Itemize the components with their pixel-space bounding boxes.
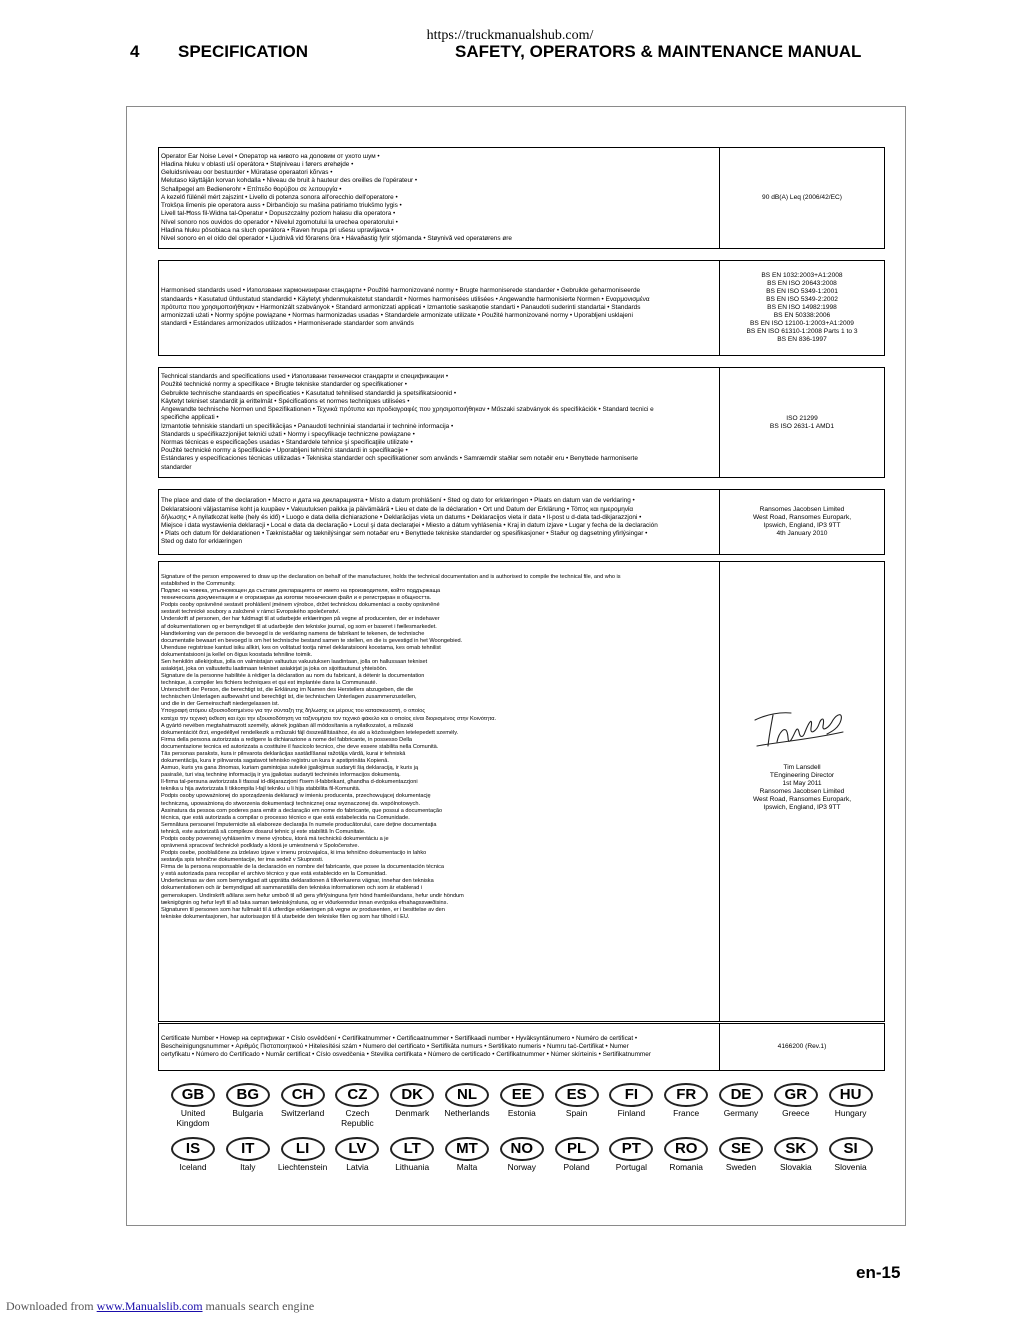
- text-line: techniczną, upoważnioną do stworzenia dokumentacji technicznej oraz wyznaczonej ds. wspólnotowych.: [161, 800, 421, 807]
- harmonised-standards-labels: [159, 261, 720, 356]
- text-line: documentatie bewaart en bevoegd is om het technische bestand samen te stellen, en die is gevestigd in het Woongebied.: [161, 637, 463, 644]
- country-name: Sweden: [725, 1162, 757, 1172]
- text-line: Technical standards and specifications used • Използвани технически стандарти и спецификации •: [161, 373, 449, 381]
- country-no: [497, 1137, 547, 1172]
- text-line: The place and date of the declaration • Място и дата на декларацията • Místo a datum prohlášení • Sted og dato for erklæringen • Plaats en datum van de verklaring •: [161, 497, 635, 505]
- text-line: Υπογραφή ατόμου εξουσιοδοτημένου για την σύνταξη της δήλωσης εκ μέρους του κατασκευαστή, ο οποίος: [161, 708, 426, 715]
- country-code-badge: GR: [774, 1083, 818, 1107]
- country-name: Slovenia: [834, 1162, 867, 1172]
- country-bg: [223, 1083, 273, 1118]
- country-si: [826, 1137, 876, 1172]
- text-line: tæknigögnin og hefur leyfi til að taka saman tækniskýrsluna, og er viðurkenndur innan evrópska efnahagssvæðisins.: [161, 899, 448, 906]
- harmonised-standards-values: [720, 261, 885, 356]
- signature-table: [158, 561, 885, 1022]
- text-line: Livell tal-Ħoss fil-Widna tal-Operatur • Dopuszczalny poziom hałasu dla operatora •: [161, 210, 396, 218]
- text-line: und die in der Gemeinschaft niedergelassen ist.: [161, 701, 280, 708]
- technical-standards-values: [720, 368, 885, 478]
- text-line: BS EN ISO 12100-1:2003+A1:2009: [750, 320, 854, 327]
- text-line: Ipswich, England, IP3 9TT: [763, 804, 841, 811]
- country-code-badge: CZ: [335, 1083, 379, 1107]
- text-line: Sted og dato for erklæringen: [161, 538, 242, 546]
- text-line: sestavit technické soubory a založené v rámci Evropského společenství.: [161, 609, 341, 616]
- text-line: Estándares y especificaciones técnicas utilizadas • Tekniska standarder och specifikationer som används • Samræmdir staðlar sem notaðir eru • Benyttede harmoniserte: [161, 455, 638, 463]
- signature-labels: [159, 562, 720, 1022]
- text-line: tekniske dokumentasjonen, har autorisasjon til å utarbeide den tekniske filen og som har tilhold i EU.: [161, 913, 410, 920]
- country-code-badge: FR: [664, 1083, 708, 1107]
- text-line: Trokšņa līmenis pie operatora auss • Dirbančiojo su mašina patiriamo triukšmo lygis •: [161, 202, 402, 210]
- certificate-number: 4166200 (Rev.1): [720, 1024, 885, 1071]
- text-line: Подпис на човека, упълномощен да състави декларацията от името на производителя, който поддържаща: [161, 588, 441, 595]
- text-line: Hladina hluku v oblasti uší operátora • Støjniveau i førers ørehøjde •: [161, 161, 354, 169]
- country-name: Greece: [782, 1108, 810, 1118]
- country-it: [223, 1137, 273, 1172]
- text-line: standaards • Kasutatud ühtlustatud standardid • Käytetyt yhdenmukaistetut standardit • Normes harmonisées utilisées • Angewandte harmonisierte Normen • Εναρμονισμένα: [161, 295, 650, 303]
- text-line: техническата документация и е оторизиран да изготви техническия файл и е регистриран в общността.: [161, 595, 432, 602]
- text-line: Sen henkilön allekirjoitus, jolla on valmistajan valtuutus vakuutuksen laadintaan, jolla on hallussaan tekniset: [161, 658, 428, 665]
- text-line: Harmonised standards used • Използвани хармонизирани стандарти • Použité harmonizované normy • Brugte harmoniserede standarder • Gebruikte geharmoniseerde: [161, 287, 641, 295]
- signatory-details: [722, 764, 882, 812]
- country-name: Norway: [507, 1162, 536, 1172]
- text-line: West Road, Ransomes Europark,: [752, 514, 852, 521]
- text-line: Unterschrift der Person, die berechtigt ist, die Erklärung im Namen des Herstellers abzugeben, die die: [161, 687, 414, 694]
- text-line: Izmantotie tehniskie standarti un specifikācijas • Panaudoti techniniai standartai ir techninė informacija •: [161, 422, 454, 430]
- country-name: Slovakia: [779, 1162, 812, 1172]
- country-code-badge: LI: [281, 1137, 325, 1161]
- country-name: Denmark: [395, 1108, 430, 1118]
- text-line: Asmuo, kuris yra gana žinomas, kuriam gamintojas suteikė įgaliojimus sudaryti šią deklaraciją, ir kuris ją: [161, 765, 419, 772]
- text-line: Il-firma tal-persuna awtorizzata li tfassal id-dikjarazzjoni f'isem il-fabbrikant, għandha d-dokumentazzjoni: [161, 779, 418, 786]
- country-name: Spain: [565, 1108, 588, 1118]
- country-code-badge: NL: [445, 1083, 489, 1107]
- text-line: BS EN ISO 61310-1:2008 Parts 1 to 3: [746, 328, 858, 335]
- source-url: https://truckmanualshub.com/: [426, 28, 594, 43]
- noise-level-table: [158, 147, 885, 249]
- country-name: Estonia: [507, 1108, 536, 1118]
- text-line: Bescheinigungsnummer • Αριθμός Πιστοποιητικού • Hitelesítési szám • Numero del certificato • Sertifikāta numurs • Sertifikato numeris • Numru taċ-Ċertifikat • Numer: [161, 1042, 629, 1050]
- country-fr: [661, 1083, 711, 1118]
- text-line: technique, à compiler les fichiers techniques et qui est implantée dans la Communauté.: [161, 680, 378, 687]
- place-date-values: [720, 490, 885, 555]
- text-line: tehnică, este autorizată să compileze dosarul tehnic şi este stabilită în Comunitate.: [161, 828, 366, 835]
- text-line: Handtekening van de persoon die bevoegd is de verklaring namens de fabrikant te tekenen, de technische: [161, 630, 425, 637]
- country-name: Liechtenstein: [277, 1162, 328, 1172]
- text-line: gemenskapen. Undirskrift aðilans sem hefur umboð til að gera yfirlýsinguna fyrir hönd framleiðandans, hefur undir höndum: [161, 892, 464, 899]
- text-line: armonizzati użati • Normy spójne powiązane • Normas harmonizadas usadas • Standardele armonizate utilizate • Použité harmonizované normy • Uporabljeni usklajeni: [161, 312, 633, 320]
- text-line: West Road, Ransomes Europark,: [752, 796, 852, 803]
- country-code-badge: LT: [390, 1137, 434, 1161]
- country-gr: [771, 1083, 821, 1118]
- country-code-badge: PT: [609, 1137, 653, 1161]
- text-line: BS EN ISO 5349-2:2002: [766, 296, 838, 303]
- text-line: A kezelő fülénél mért zajszint • Livello di potenza sonora all'orecchio dell'operatore •: [161, 193, 398, 201]
- text-line: δήλωσης • A nyilatkozat kelte (hely és idő) • Luogo e data della dichiarazione • Deklarācijas vieta un datums • Deklaracijos vieta ir data • Il-post u d-data tad-dikjarazzjoni •: [161, 513, 642, 521]
- country-mt: [442, 1137, 492, 1172]
- country-code-badge: SI: [829, 1137, 873, 1161]
- text-line: Miejsce i data wystawienia deklaracji • Local e data da declaração • Locul şi data declaraţiei • Miesto a dátum vyhlásenia • Kraj in datum izjave • Lugar y fecha de la declaración: [161, 522, 658, 529]
- country-name: Latvia: [346, 1162, 369, 1172]
- text-line: BS EN ISO 5349-1:2001: [766, 288, 838, 295]
- text-line: 4th January 2010: [776, 530, 828, 537]
- country-name: Netherlands: [444, 1108, 490, 1118]
- text-line: oprávnená spracovať technické podklady a ktorá je umiestnená v Spoločenstve.: [161, 842, 359, 849]
- text-line: Signature de la personne habilitée à rédiger la déclaration au nom du fabricant, à détenir la documentation: [161, 673, 425, 680]
- text-line: técnica, que está autorizada a compilar o processo técnico e que está estabelecida na Comunidade.: [161, 814, 410, 821]
- place-date-labels: [159, 490, 720, 555]
- country-code-badge: FI: [609, 1083, 653, 1107]
- text-line: • Plats och datum för deklarationen • Tæknistaðlar og tæknilýsingar sem notaðar eru • Benyttede tekniske standarder og spesifikasjoner • Staður og dagsetning yfirlýsingar •: [161, 530, 648, 538]
- text-line: standardi • Estándares armonizados utilizados • Harmoniserade standarder som används: [161, 320, 414, 328]
- certificate-table: [158, 1023, 885, 1071]
- text-line: πρότυπα που χρησιμοποιήθηκαν • Harmonizált szabványok • Standard armonizzati applicati • Izmantotie saskaņotie standarti • Panaudoti suderinti standartai • Standards: [161, 303, 641, 311]
- text-line: Assinatura da pessoa com poderes para emitir a declaração em nome do fabricante, que possui a documentação: [161, 807, 443, 814]
- country-ee: [497, 1083, 547, 1118]
- text-line: Ühenduse registrisse kantud isiku allkiri, kes on volitatud tootja nimel deklaratsiooni koostama, kes omab tehnilist: [161, 644, 441, 651]
- text-line: established in the Community.: [161, 581, 236, 588]
- country-code-badge: SE: [719, 1137, 763, 1161]
- country-name: Hungary: [834, 1108, 867, 1118]
- text-line: Tim Lansdell: [783, 764, 821, 771]
- country-ch: [278, 1083, 328, 1118]
- text-line: Underskrift af personen, der har fuldmagt til at udarbejde erklæringen på vegne af producenten, der er indehaver: [161, 616, 440, 623]
- manual-title: SAFETY, OPERATORS & MAINTENANCE MANUAL: [455, 42, 862, 61]
- text-line: y está autorizada para recopilar el archivo técnico y que está establecido en la Comunidad.: [161, 871, 387, 878]
- country-code-badge: LV: [335, 1137, 379, 1161]
- country-pt: [606, 1137, 656, 1172]
- text-line: BS EN ISO 20643:2008: [767, 280, 837, 287]
- certificate-labels: [159, 1024, 720, 1071]
- country-code-badge: CH: [281, 1083, 325, 1107]
- text-line: Signature of the person empowered to draw up the declaration on behalf of the manufacturer, holds the technical documentation and is authorised to compile the technical file, and who is: [161, 574, 621, 580]
- country-li: [278, 1137, 328, 1172]
- country-code-badge: HU: [829, 1083, 873, 1107]
- text-line: standarder: [161, 463, 192, 471]
- signature-image: [747, 702, 857, 756]
- country-row-1: [168, 1083, 888, 1133]
- country-gb: [168, 1083, 218, 1128]
- manualslib-link[interactable]: www.Manualslib.com: [96, 1299, 203, 1313]
- footer-prefix: Downloaded from: [6, 1299, 97, 1313]
- country-sk: [771, 1137, 821, 1172]
- text-line: Podpis osoby oprávněné sestavit prohlášení jménem výrobce, držet technickou dokumentaci a osoby oprávněné: [161, 602, 440, 609]
- country-code-badge: IS: [171, 1137, 215, 1161]
- text-line: Semnătura persoanei împuternicite să elaboreze declaraţia în numele producătorului, care deţine documentaţia: [161, 821, 437, 828]
- text-line: dokumentationen och är bemyndigad att sammanställa den tekniska informationen och som är etablerad i: [161, 885, 423, 892]
- text-line: Ransomes Jacobsen Limited: [759, 506, 845, 513]
- text-line: teknika u hija awtorizzata li tikkompila l-fajl tekniku u li hija stabbilita fil-Komunità.: [161, 786, 361, 793]
- text-line: Geluidsniveau oor bestuurder • Müratase operaatori kõrvas •: [161, 169, 333, 177]
- text-line: Certificate Number • Номер на сертификат • Číslo osvědčení • Certifikatnummer • Certificaatnummer • Sertifikaadi number • Hyväksyntänumero • Numéro de certificat •: [161, 1034, 638, 1042]
- text-line: Ransomes Jacobsen Limited: [759, 788, 845, 795]
- country-de: [716, 1083, 766, 1118]
- text-line: Podpis osoby poverenej vyhlásením v mene výrobcu, ktorá má technickú dokumentáciu a je: [161, 835, 389, 842]
- text-line: A gyártó nevében megtahatmazott személy, akinek jogában áll módosítania a nyilatkozatot, a műszaki: [161, 722, 414, 729]
- country-code-badge: ES: [555, 1083, 599, 1107]
- country-code-badge: DE: [719, 1083, 763, 1107]
- technical-standards-table: [158, 367, 885, 478]
- text-line: pasirašė, turi visą techninę informaciją ir yra įgaliotas sudaryti techninės informacijos dokumentą.: [161, 772, 401, 779]
- section-number: 4: [130, 42, 140, 61]
- country-code-badge: SK: [774, 1137, 818, 1161]
- text-line: TEngineering Director: [769, 772, 835, 779]
- text-line: Nível sonoro nos ouvidos do operador • Nivelul zgomotului la urechea operatorului •: [161, 218, 398, 226]
- text-line: dokumentációt őrzi, engedéllyel rendelkezik a műszaki fájl összeállításához, és aki a közösségben letelepedett személy.: [161, 729, 459, 736]
- country-code-badge: NO: [500, 1137, 544, 1161]
- country-name: Switzerland: [280, 1108, 325, 1118]
- text-line: Standards u speċifikazzjonijiet tekniċi użati • Normy i specyfikacje techniczne powiązane •: [161, 430, 415, 438]
- text-line: Tās personas paraksts, kura ir pilnvarota deklarācijas sastādīšanai ražotāja vārdā, kurai ir tehniskā: [161, 750, 406, 757]
- country-name: Italy: [240, 1162, 256, 1172]
- text-line: Schallpegel am Bedienerohr • Επίπεδο θορύβου σε λειτουργία •: [161, 185, 342, 193]
- country-lt: [387, 1137, 437, 1172]
- country-code-badge: DK: [390, 1083, 434, 1107]
- text-line: Angewandte technische Normen und Spezifikationen • Τεχνικά πρότυπα και προδιαγραφές που χρησιμοποιήθηκαν • Műszaki szabványok és specifikációk • Standard tecnici e: [161, 406, 654, 414]
- text-line: Použité technické normy a specifikace • Brugte tekniske standarder og specifikationer •: [161, 381, 408, 389]
- text-line: sestavlja spis tehnične dokumentacije, ter ima sedež v Skupnosti.: [161, 857, 324, 864]
- place-date-table: [158, 489, 885, 555]
- text-line: Nivel sonoro en el oído del operador • Ljudnivå vid förarens öra • Hávaðastig fyrir stjórnanda • Støynivå ved operatørens øre: [161, 234, 512, 242]
- country-cz: [332, 1083, 382, 1128]
- text-line: BS EN ISO 14982:1998: [767, 304, 837, 311]
- text-line: Ipswich, England, IP3 9TT: [763, 522, 841, 529]
- country-name: Iceland: [179, 1162, 207, 1172]
- text-line: BS EN 50338:2006: [773, 312, 831, 319]
- text-line: Deklaratsiooni väljastamise koht ja kuupäev • Vakuutuksen paikka ja päivämäärä • Lieu et date de la déclaration • Ort und Datum der Erklärung • Τόπος και ημερομηνία: [161, 505, 634, 513]
- country-name: Finland: [617, 1108, 646, 1118]
- text-line: dokumentatsiooni ja kellel on õigus koostada tehniline toimik.: [161, 651, 313, 658]
- text-line: Použité technické normy a špecifikácie • Uporabljeni tehnični standardi in specifikacije •: [161, 447, 408, 455]
- country-name: Poland: [563, 1162, 590, 1172]
- text-line: BS EN 836-1997: [777, 336, 827, 343]
- country-nl: [442, 1083, 492, 1118]
- country-name: Germany: [723, 1108, 759, 1118]
- text-line: Käytetyt tekniset standardit ja erittelmät • Spécifications et normes techniques utilisées •: [161, 397, 410, 405]
- footer-suffix: manuals search engine: [202, 1299, 315, 1313]
- text-line: asiakirjat, joka on valtuutettu laatimaan tekniset asiakirjat ja joka on sijoittautunut yhteisöön.: [161, 666, 388, 673]
- country-name: United Kingdom: [176, 1108, 210, 1128]
- text-line: certyfikatu • Número do Certificado • Număr certificat • Číslo osvedčenia • Številka certifikata • Número de certificado • Certifikatnummer • Númer skírteinis • Sertifikatnummer: [161, 1051, 651, 1059]
- text-line: Firma de la persona responsable de la declaración en nombre del fabricante, que posee la documentación técnica: [161, 864, 444, 871]
- country-code-badge: RO: [664, 1137, 708, 1161]
- text-line: Underteckmas av den som bemyndigad att upprätta deklarationen å tillverkarens vägnar, innehar den tekniska: [161, 878, 434, 885]
- country-lv: [332, 1137, 382, 1172]
- text-line: Podpis osoby upoważnionej do sporządzenia deklaracji w imieniu producenta, przechowującej dokumentację: [161, 793, 431, 800]
- text-line: dokumentācija, kura ir pilnvarota sagatavot tehnisko reģistru un kura ir apstiprināta Kopienā.: [161, 758, 389, 765]
- text-line: Podpis osebe, pooblaščene za izdelavo izjave v imenu proizvajalca, ki ima tehnično dokumentacijo in lahko: [161, 850, 427, 857]
- harmonised-standards-table: [158, 260, 885, 356]
- country-is: [168, 1137, 218, 1172]
- text-line: ISO 21299: [786, 414, 818, 422]
- text-line: Normas técnicas e especificações usadas • Standardele tehnice şi specificaţiile utilizate •: [161, 438, 413, 446]
- country-code-badge: GB: [171, 1083, 215, 1107]
- noise-level-value: 90 dB(A) Leq (2006/42/EC): [720, 148, 885, 249]
- country-name: Romania: [669, 1162, 703, 1172]
- text-line: Operator Ear Noise Level • Оператор на нивото на доловим от ухото шум •: [161, 152, 380, 160]
- country-pl: [552, 1137, 602, 1172]
- text-line: documentazione tecnica ed autorizzata a costituire il fascicolo tecnico, che deve essere stabilita nella Comunità.: [161, 743, 439, 750]
- text-line: 1st May 2011: [782, 780, 822, 787]
- text-line: Gebruikte technische standaards en specificaties • Kasutatud tehnilised standardid ja spetsifikatsioonid •: [161, 389, 457, 397]
- download-footer: [6, 1299, 314, 1314]
- page-number: en-15: [856, 1263, 901, 1282]
- country-code-badge: BG: [226, 1083, 270, 1107]
- country-fi: [606, 1083, 656, 1118]
- text-line: specifiche applicati •: [161, 414, 219, 422]
- country-name: Malta: [456, 1162, 478, 1172]
- technical-standards-labels: [159, 368, 720, 478]
- text-line: Signaturen til personen som har fullmakt til å utferdige erklæringen på vegne av produsenten, er i besittelse av den: [161, 906, 445, 913]
- text-line: Melutaso käyttäjän korvan kohdalla • Niveau de bruit à hauteur des oreilles de l'opérateur •: [161, 177, 418, 185]
- country-row-2: [168, 1137, 888, 1187]
- country-name: Bulgaria: [232, 1108, 264, 1118]
- country-code-badge: EE: [500, 1083, 544, 1107]
- text-line: technischen Unterlagen aufbewahrt und berechtigt ist, die technischen Unterlagen zusammenzustellen,: [161, 694, 417, 701]
- text-line: Hladina hluku pôsobiaca na sluch operátora • Raven hrupa pri ušesu upravljavca •: [161, 226, 394, 234]
- country-ro: [661, 1137, 711, 1172]
- noise-level-labels: [159, 148, 720, 249]
- country-se: [716, 1137, 766, 1172]
- country-code-badge: PL: [555, 1137, 599, 1161]
- text-line: Firma della persona autorizzata a redigere la dichiarazione a nome del fabbricante, in possesso Della: [161, 736, 412, 743]
- country-name: Lithuania: [395, 1162, 430, 1172]
- section-title: SPECIFICATION: [178, 42, 309, 61]
- country-code-badge: MT: [445, 1137, 489, 1161]
- text-line: BS ISO 2631-1 AMD1: [769, 422, 835, 430]
- text-line: κατέχει την τεχνική έκθεση και έχει την εξουσιοδότηση να ταξινομήσει τον τεχνικό φάκελο και ο οποίος είναι διορισμένος στην Κοινότητα.: [161, 715, 497, 722]
- country-name: France: [673, 1108, 700, 1118]
- country-code-badge: IT: [226, 1137, 270, 1161]
- country-es: [552, 1083, 602, 1118]
- country-hu: [826, 1083, 876, 1118]
- text-line: af dokumentationen og er bemyndiget til at udarbejde den tekniske journal, og som er baseret i fællesmarkedet.: [161, 623, 437, 630]
- country-name: Portugal: [615, 1162, 647, 1172]
- country-name: Czech Republic: [341, 1108, 374, 1128]
- text-line: BS EN 1032:2003+A1:2008: [761, 272, 843, 279]
- country-dk: [387, 1083, 437, 1118]
